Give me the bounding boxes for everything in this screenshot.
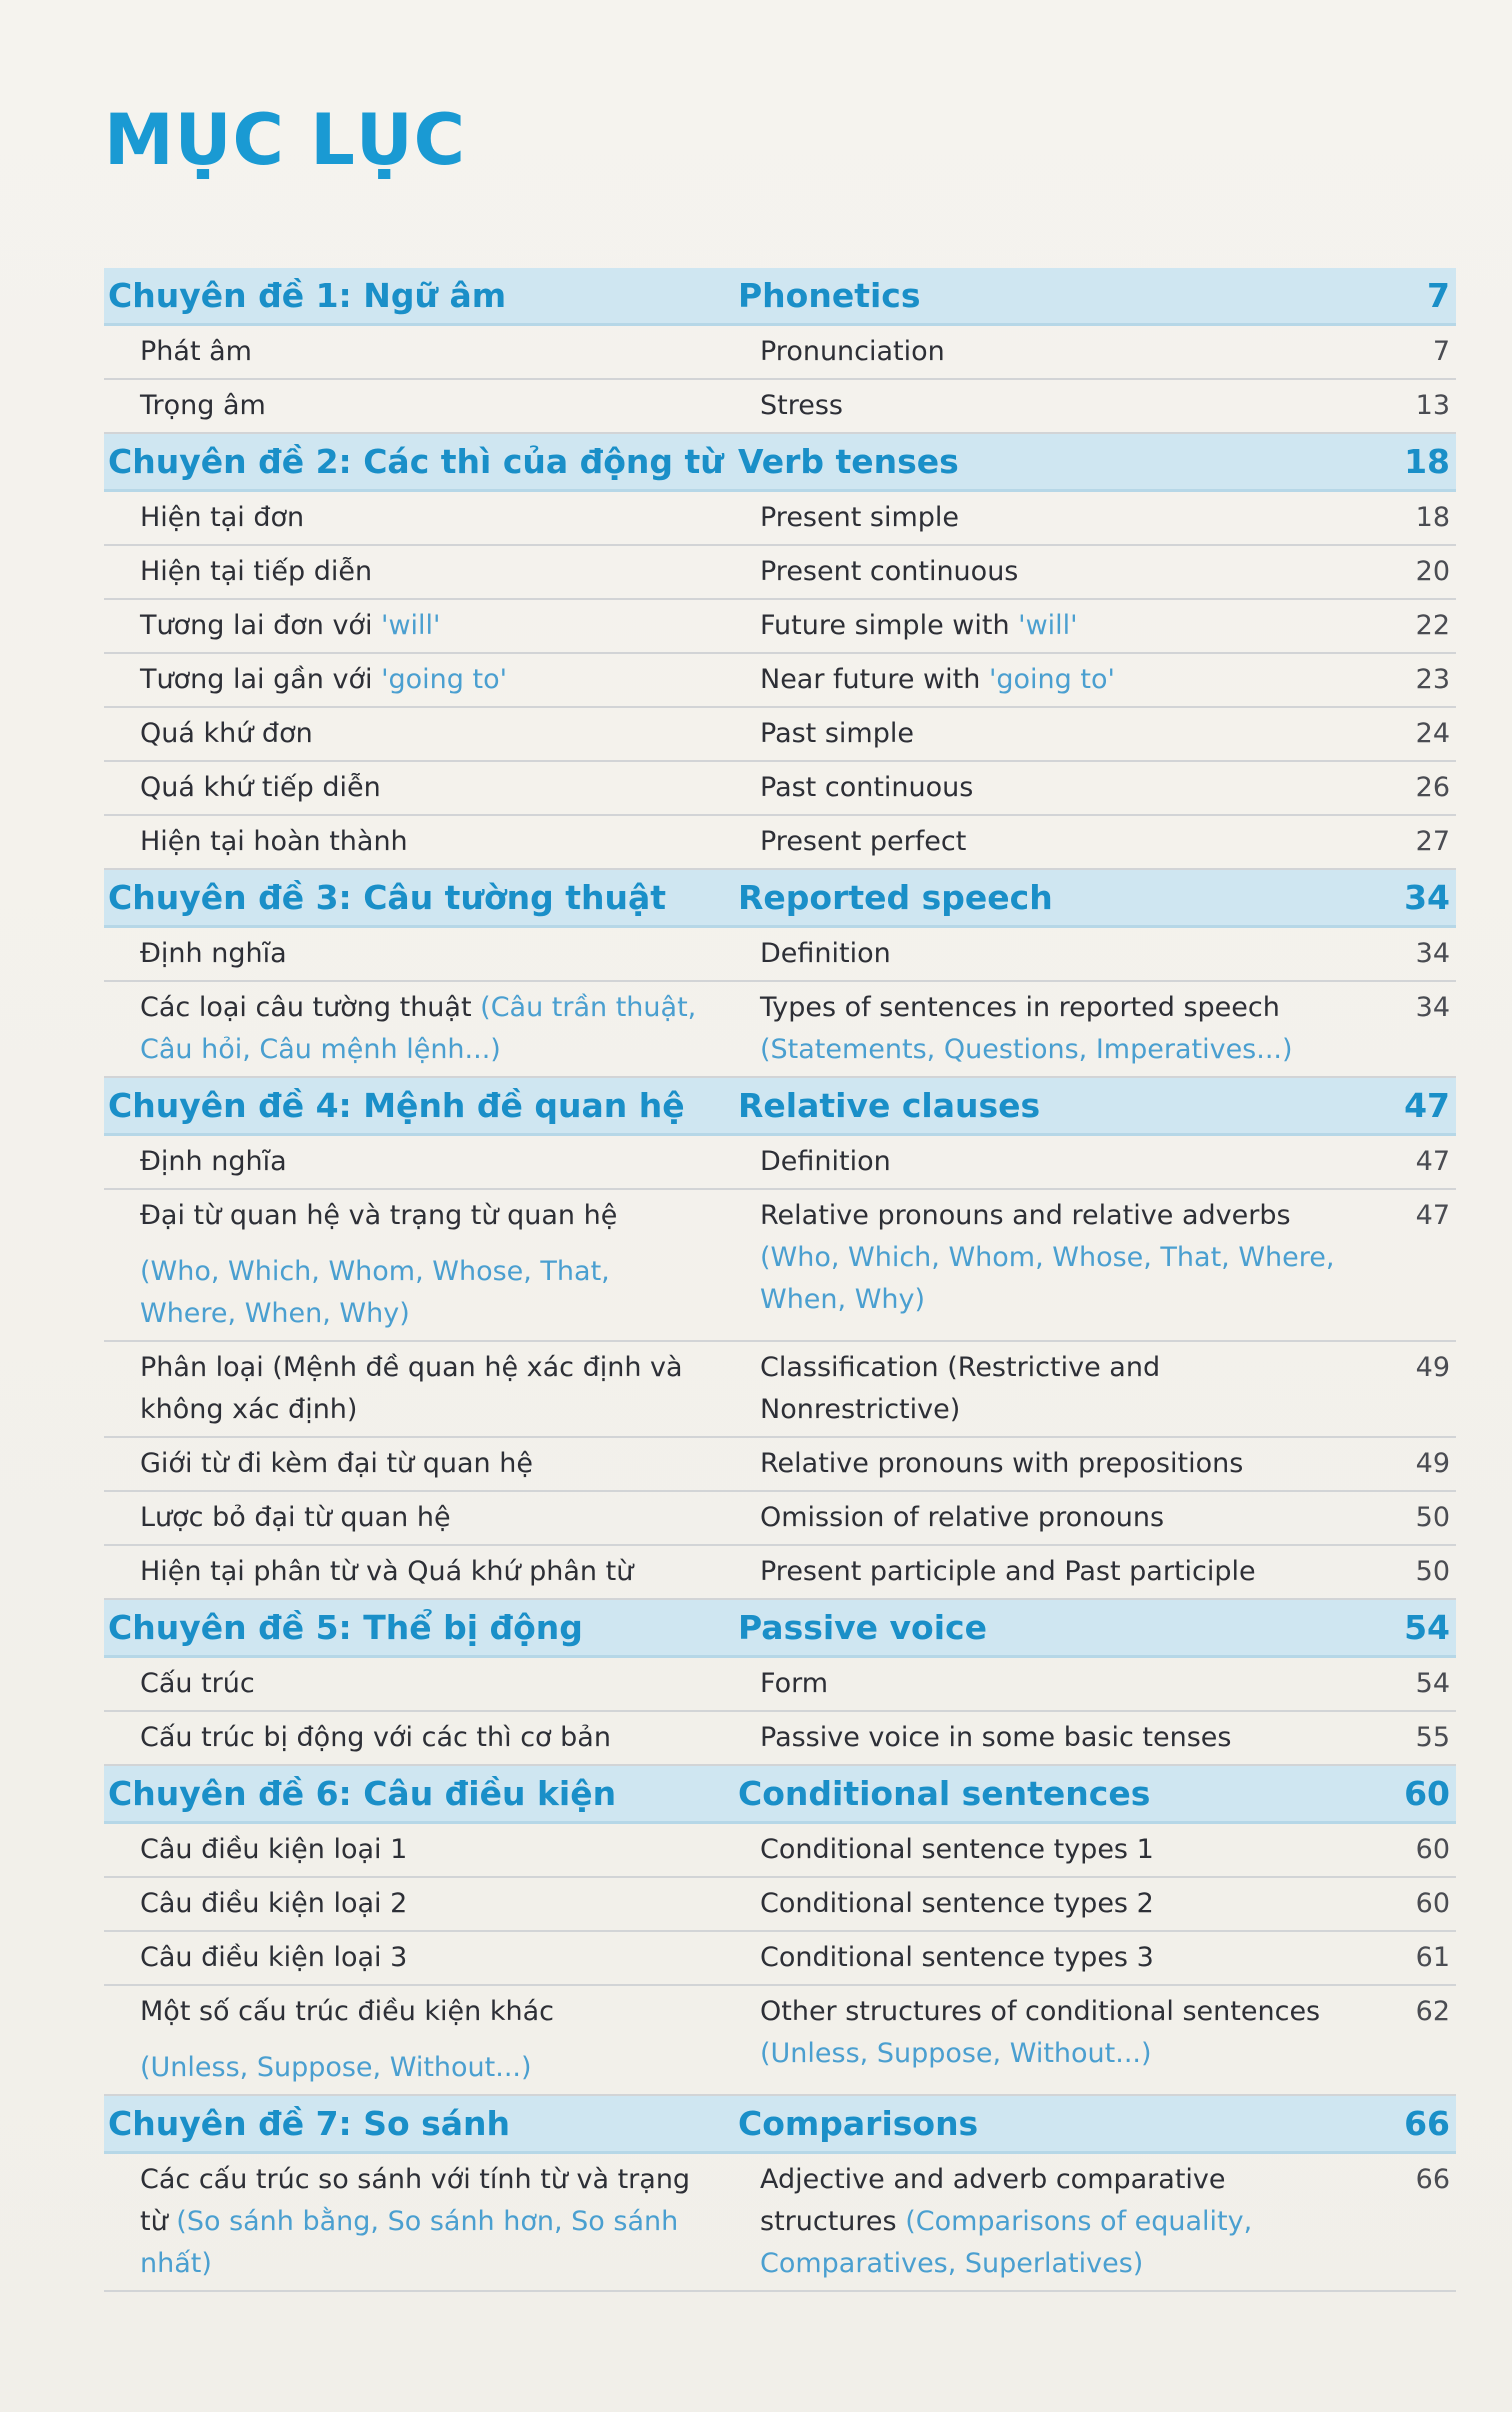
page-title: MỤC LỤC xyxy=(104,99,467,181)
section-header xyxy=(104,268,1456,326)
item-highlight: (Statements, Questions, Imperatives...) xyxy=(760,1034,1293,1065)
toc-item xyxy=(104,1878,1456,1932)
section-page: 34 xyxy=(1404,878,1450,917)
item-title-en xyxy=(734,659,1366,701)
item-text: Types of sentences in reported speech xyxy=(760,992,1280,1023)
section-title-vi: Chuyên đề 7: So sánh xyxy=(108,2104,511,2143)
section-header xyxy=(104,870,1456,928)
toc-item xyxy=(104,982,1456,1078)
item-title-vi: Quá khứ tiếp diễn xyxy=(140,772,381,803)
item-page: 66 xyxy=(1415,2164,1450,2195)
item-page: 62 xyxy=(1415,1996,1450,2027)
item-text: Near future with xyxy=(760,664,981,695)
item-page: 26 xyxy=(1415,772,1450,803)
section-page: 18 xyxy=(1404,442,1450,481)
section-title-vi: Chuyên đề 1: Ngữ âm xyxy=(108,276,507,315)
item-title-vi: Định nghĩa xyxy=(140,1146,287,1177)
section-title-en: Reported speech xyxy=(738,878,1053,917)
item-page: 24 xyxy=(1415,718,1450,749)
item-highlight: 'going to' xyxy=(381,664,508,695)
item-text: Các cấu trúc so sánh với tính từ và trạng từ xyxy=(140,2164,691,2237)
toc-item xyxy=(104,1824,1456,1878)
section-page: 60 xyxy=(1404,1774,1450,1813)
toc-item xyxy=(104,816,1456,870)
toc-item xyxy=(104,1932,1456,1986)
item-title-en: Present continuous xyxy=(760,556,1019,587)
item-text: Tương lai gần với xyxy=(140,664,373,695)
item-page: 60 xyxy=(1415,1888,1450,1919)
toc-item xyxy=(104,1658,1456,1712)
toc-item xyxy=(104,1438,1456,1492)
item-title-vi: Trọng âm xyxy=(140,390,266,421)
item-title-en: Pronunciation xyxy=(760,336,945,367)
item-text: Một số cấu trúc điều kiện khác xyxy=(140,1996,554,2027)
item-title-en: Passive voice in some basic tenses xyxy=(760,1722,1232,1753)
section-page: 66 xyxy=(1404,2104,1450,2143)
item-title-vi xyxy=(104,605,734,647)
item-highlight: 'going to' xyxy=(988,664,1115,695)
item-title-en xyxy=(734,605,1366,647)
item-text: Other structures of conditional sentences xyxy=(760,1996,1321,2027)
item-title-en: Conditional sentence types 3 xyxy=(760,1942,1154,1973)
section-title-vi: Chuyên đề 6: Câu điều kiện xyxy=(108,1774,617,1813)
item-title-vi: Phát âm xyxy=(140,336,252,367)
item-highlight: (Who, Which, Whom, Whose, That, Where, When, Why) xyxy=(760,1242,1335,1315)
item-highlight: (So sánh bằng, So sánh hơn, So sánh nhất) xyxy=(140,2206,679,2279)
item-page: 54 xyxy=(1415,1668,1450,1699)
item-page: 47 xyxy=(1415,1200,1450,1231)
item-title-vi: Hiện tại tiếp diễn xyxy=(140,556,373,587)
item-page: 50 xyxy=(1415,1556,1450,1587)
toc-item xyxy=(104,380,1456,434)
item-title-vi xyxy=(104,1195,734,1335)
item-page: 34 xyxy=(1415,938,1450,969)
toc-item xyxy=(104,326,1456,380)
item-title-en: Present perfect xyxy=(760,826,967,857)
section-title-en: Comparisons xyxy=(738,2104,979,2143)
item-title-vi: Định nghĩa xyxy=(140,938,287,969)
item-text: Đại từ quan hệ và trạng từ quan hệ xyxy=(140,1200,618,1231)
toc-item xyxy=(104,1986,1456,2096)
item-page: 7 xyxy=(1432,336,1450,367)
item-text: Future simple with xyxy=(760,610,1010,641)
toc-item xyxy=(104,1136,1456,1190)
item-title-vi: Câu điều kiện loại 1 xyxy=(140,1834,408,1865)
item-title-en xyxy=(734,1195,1366,1335)
item-highlight: 'will' xyxy=(381,610,441,641)
item-highlight: (Comparisons of equality, Comparatives, Superlatives) xyxy=(760,2206,1253,2279)
item-page: 49 xyxy=(1415,1448,1450,1479)
item-title-en: Relative pronouns with prepositions xyxy=(760,1448,1244,1479)
item-title-vi: Hiện tại phân từ và Quá khứ phân từ xyxy=(140,1556,634,1587)
section-page: 54 xyxy=(1404,1608,1450,1647)
item-title-en: Omission of relative pronouns xyxy=(760,1502,1165,1533)
section-header xyxy=(104,1600,1456,1658)
section-header xyxy=(104,2096,1456,2154)
toc-item xyxy=(104,762,1456,816)
item-title-vi: Giới từ đi kèm đại từ quan hệ xyxy=(140,1448,533,1479)
item-page: 18 xyxy=(1415,502,1450,533)
item-page: 13 xyxy=(1415,390,1450,421)
toc-item xyxy=(104,492,1456,546)
item-title-en: Definition xyxy=(760,1146,891,1177)
item-page: 27 xyxy=(1415,826,1450,857)
section-title-en: Phonetics xyxy=(738,276,921,315)
item-title-vi: Hiện tại hoàn thành xyxy=(140,826,408,857)
item-title-vi: Quá khứ đơn xyxy=(140,718,313,749)
section-header xyxy=(104,1078,1456,1136)
item-page: 20 xyxy=(1415,556,1450,587)
item-text: Các loại câu tường thuật xyxy=(140,992,472,1023)
item-highlight: (Who, Which, Whom, Whose, That, Where, When, Why) xyxy=(140,1256,610,1329)
item-text: Relative pronouns and relative adverbs xyxy=(760,1200,1291,1231)
item-highlight: (Unless, Suppose, Without...) xyxy=(140,2052,532,2083)
item-title-vi xyxy=(104,659,734,701)
item-title-vi: Hiện tại đơn xyxy=(140,502,305,533)
item-page: 23 xyxy=(1415,664,1450,695)
item-title-en: Form xyxy=(760,1668,829,1699)
toc-item xyxy=(104,2154,1456,2292)
item-page: 34 xyxy=(1415,992,1450,1023)
item-title-en: Conditional sentence types 2 xyxy=(760,1888,1154,1919)
section-title-vi: Chuyên đề 2: Các thì của động từ xyxy=(108,442,724,481)
item-title-vi: Cấu trúc bị động với các thì cơ bản xyxy=(140,1722,611,1753)
section-header xyxy=(104,1766,1456,1824)
item-title-en xyxy=(734,2159,1366,2285)
toc-item xyxy=(104,1190,1456,1342)
item-title-vi: Lược bỏ đại từ quan hệ xyxy=(140,1502,451,1533)
item-title-vi xyxy=(104,2159,734,2285)
section-title-en: Conditional sentences xyxy=(738,1774,1151,1813)
toc-item xyxy=(104,1712,1456,1766)
item-title-vi: Câu điều kiện loại 2 xyxy=(140,1888,408,1919)
item-text: Tương lai đơn với xyxy=(140,610,373,641)
item-text: Adjective and adverb comparative structures xyxy=(760,2164,1226,2237)
item-page: 61 xyxy=(1415,1942,1450,1973)
section-title-vi: Chuyên đề 5: Thể bị động xyxy=(108,1608,583,1647)
item-title-en: Definition xyxy=(760,938,891,969)
item-highlight: (Unless, Suppose, Without...) xyxy=(760,2038,1152,2069)
toc-item xyxy=(104,654,1456,708)
toc-item xyxy=(104,928,1456,982)
item-title-en: Present participle and Past participle xyxy=(760,1556,1256,1587)
section-header xyxy=(104,434,1456,492)
section-page: 7 xyxy=(1427,276,1450,315)
section-title-en: Passive voice xyxy=(738,1608,987,1647)
item-title-vi: Phân loại (Mệnh đề quan hệ xác định và không xác định) xyxy=(140,1352,683,1425)
item-page: 50 xyxy=(1415,1502,1450,1533)
item-page: 60 xyxy=(1415,1834,1450,1865)
item-title-en: Stress xyxy=(760,390,843,421)
toc-item xyxy=(104,546,1456,600)
toc-item xyxy=(104,1546,1456,1600)
section-title-en: Verb tenses xyxy=(738,442,959,481)
item-page: 47 xyxy=(1415,1146,1450,1177)
section-page: 47 xyxy=(1404,1086,1450,1125)
item-title-en: Past continuous xyxy=(760,772,974,803)
section-title-en: Relative clauses xyxy=(738,1086,1041,1125)
item-title-en xyxy=(734,987,1366,1071)
item-title-en xyxy=(734,1991,1366,2089)
toc-item xyxy=(104,708,1456,762)
item-page: 55 xyxy=(1415,1722,1450,1753)
item-page: 22 xyxy=(1415,610,1450,641)
item-title-en: Past simple xyxy=(760,718,914,749)
item-title-en: Present simple xyxy=(760,502,960,533)
item-title-en: Classification (Restrictive and Nonrestrictive) xyxy=(760,1352,1161,1425)
item-title-vi xyxy=(104,1991,734,2089)
item-title-vi: Cấu trúc xyxy=(140,1668,255,1699)
item-title-vi: Câu điều kiện loại 3 xyxy=(140,1942,408,1973)
item-title-en: Conditional sentence types 1 xyxy=(760,1834,1154,1865)
toc-table xyxy=(104,268,1456,2292)
section-title-vi: Chuyên đề 3: Câu tường thuật xyxy=(108,878,667,917)
item-title-vi xyxy=(104,987,734,1071)
toc-item xyxy=(104,1492,1456,1546)
item-highlight: 'will' xyxy=(1018,610,1078,641)
toc-item xyxy=(104,1342,1456,1438)
section-title-vi: Chuyên đề 4: Mệnh đề quan hệ xyxy=(108,1086,685,1125)
toc-item xyxy=(104,600,1456,654)
item-page: 49 xyxy=(1415,1352,1450,1383)
item-highlight: (Câu trần thuật, Câu hỏi, Câu mệnh lệnh...) xyxy=(140,992,697,1065)
